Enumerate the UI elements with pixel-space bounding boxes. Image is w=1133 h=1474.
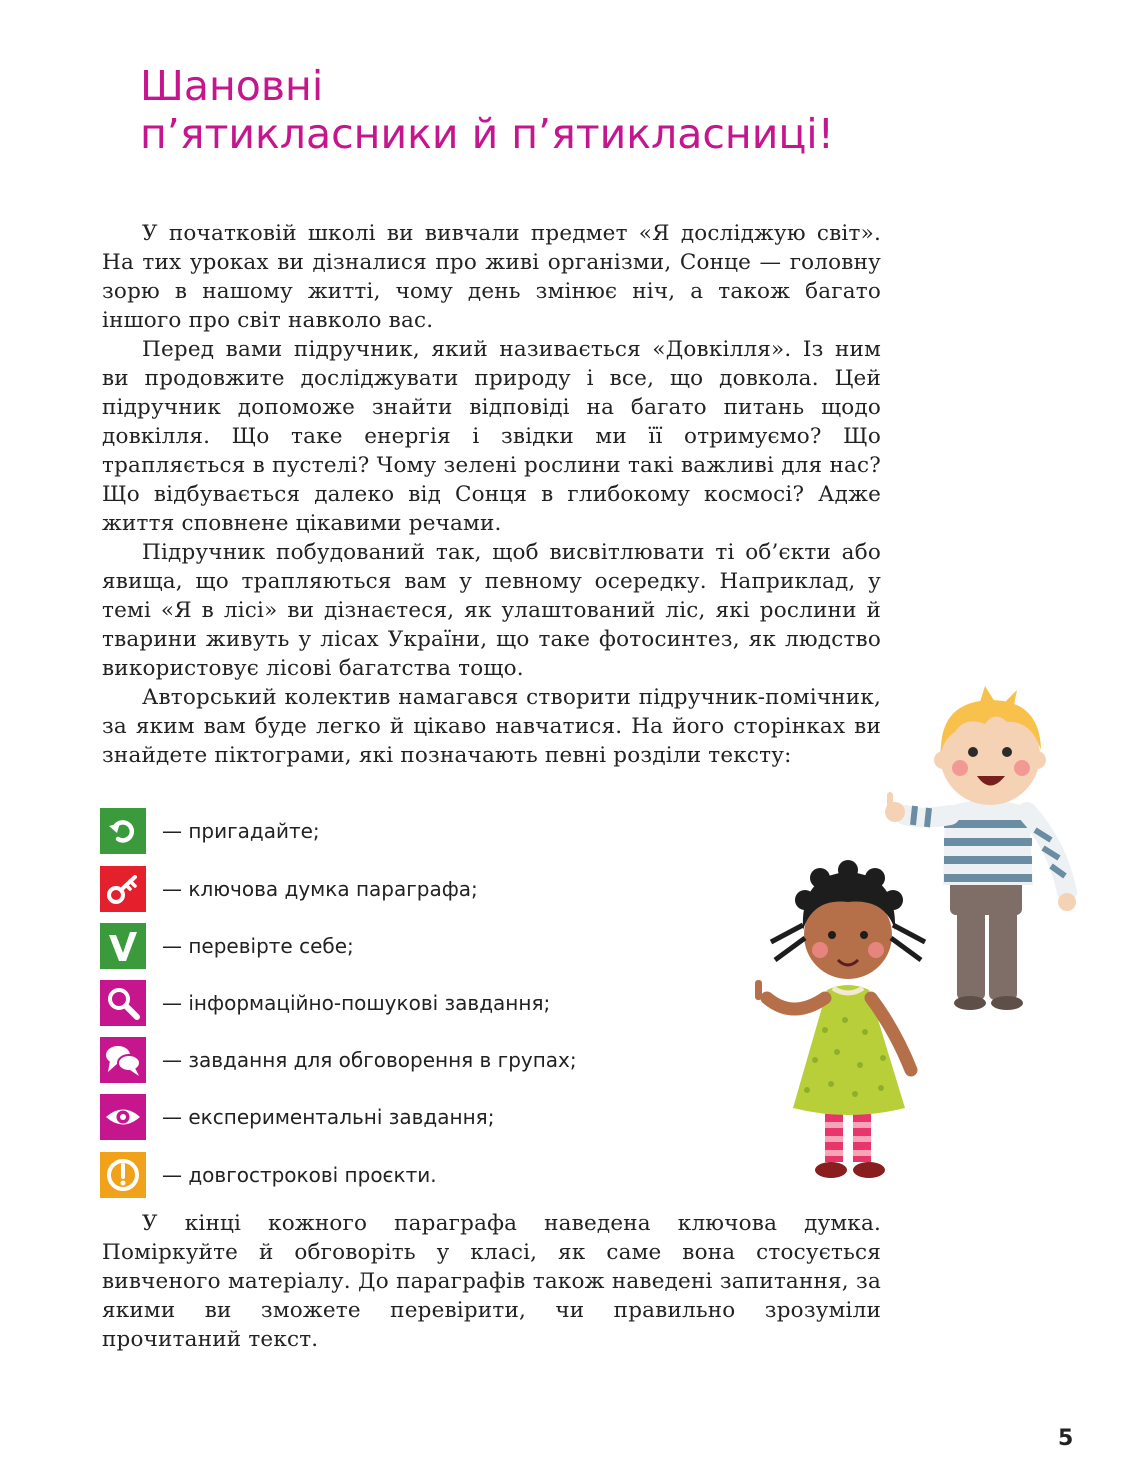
legend-item-discussion <box>100 1037 577 1083</box>
paragraph: Перед вами підручник, який називається «Довкілля». Із ним ви продовжите досліджувати природу і все, що довкола. Цей підручник допоможе знайти відповіді на багато питань щодо довкілля. Що таке енергія і звідки ми її отримуємо? Що трапляється в пустелі? Чому зелені рослини такі важливі для нас? Що відбувається далеко від Сонця в глибокому космосі? Адже життя сповнене цікавими речами. <box>102 337 881 536</box>
speech-bubbles-icon <box>100 1037 146 1083</box>
legend-item-key-idea <box>100 866 478 912</box>
legend-label: — ключова думка параграфа; <box>162 877 478 901</box>
legend-label: — експериментальні завдання; <box>162 1105 495 1129</box>
paragraph: Підручник побудований так, щоб висвітлювати ті об’єкти або явища, що трапляються вам у певному осередку. Наприклад, у темі «Я в лісі» ви дізнаєтеся, як улаштований ліс, які рослини й тварини живуть у лісах України, що таке фотосинтез, як людство використовує лісові багатства тощо. <box>102 540 881 681</box>
legend-label: — довгострокові проєкти. <box>162 1163 437 1187</box>
legend-item-experiment <box>100 1094 494 1140</box>
recall-arrow-icon <box>100 808 146 854</box>
girl-figure <box>755 860 925 1178</box>
title-line-1: Шановні <box>140 62 324 110</box>
paragraph: Авторський колектив намагався створити підручник-помічник, за яким вам буде легко й цікаво навчатися. На його сторінках ви знайдете піктограми, які позначають певні розділи тексту: <box>102 685 881 768</box>
legend-label: — перевірте себе; <box>162 934 354 958</box>
eye-icon <box>100 1094 146 1140</box>
page-title <box>140 62 940 158</box>
clock-icon <box>100 1152 146 1198</box>
magnifier-icon <box>100 980 146 1026</box>
paragraph: У початковій школі ви вивчали предмет «Я досліджую світ». На тих уроках ви дізналися про живі організми, Сонце — головну зорю в нашому житті, чому день змінює ніч, а також багато іншого про світ навколо вас. <box>102 221 881 333</box>
children-illustration <box>745 680 1085 1190</box>
page-number: 5 <box>1058 1426 1074 1451</box>
legend-label: — пригадайте; <box>162 819 320 843</box>
legend-item-search <box>100 980 550 1026</box>
title-line-2: п’ятикласники й п’ятикласниці! <box>140 110 835 158</box>
legend-item-check <box>100 923 354 969</box>
legend-item-project <box>100 1152 437 1198</box>
checkmark-icon <box>100 923 146 969</box>
legend-label: — завдання для обговорення в групах; <box>162 1048 577 1072</box>
key-icon <box>100 866 146 912</box>
paragraph: У кінці кожного параграфа наведена ключова думка. Поміркуйте й обговоріть у класі, як саме вона стосується вивченого матеріалу. До параграфів також наведені запитання, за якими ви зможете перевірити, чи правильно зрозуміли прочитаний текст. <box>102 1211 881 1352</box>
closing-text <box>102 1209 881 1354</box>
legend-item-recall <box>100 808 320 854</box>
boy-figure <box>885 686 1076 1010</box>
legend-label: — інформаційно-пошукові завдання; <box>162 991 551 1015</box>
